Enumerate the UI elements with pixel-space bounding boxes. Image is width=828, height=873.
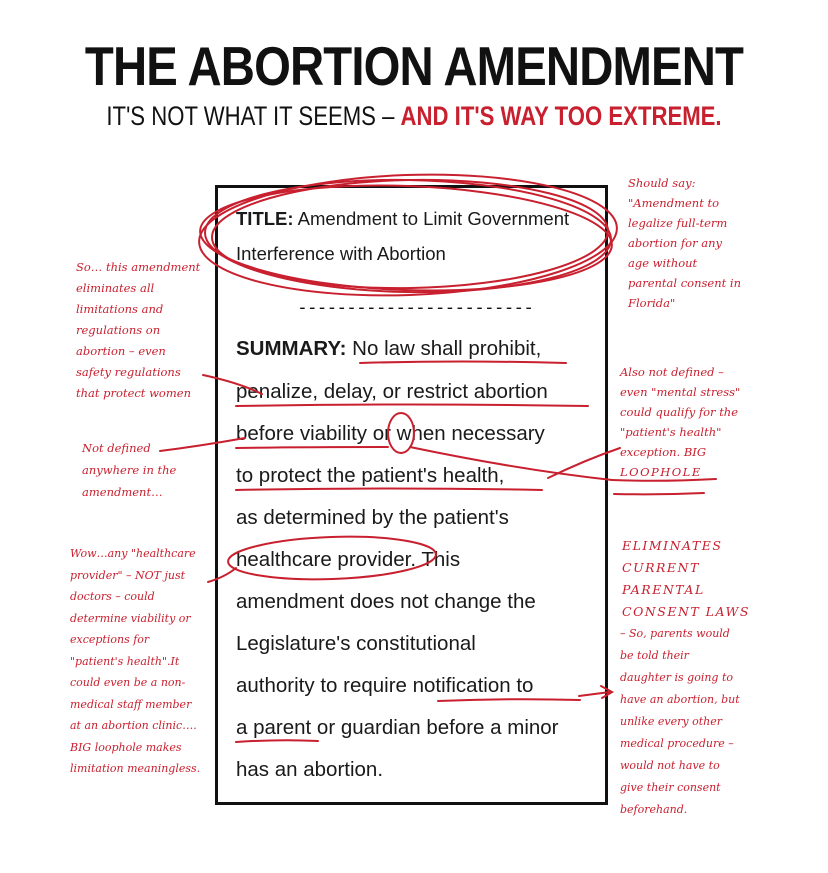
note-line: limitations and — [76, 302, 164, 316]
note-line: – So, parents would — [620, 627, 730, 640]
ballot-summary-box — [215, 185, 608, 805]
note-line: ELIMINATES — [622, 538, 723, 553]
loophole-underline — [614, 493, 704, 494]
note-line: provider" – NOT just — [70, 568, 186, 582]
summary-line-1 — [236, 337, 541, 361]
page-subtitle — [75, 100, 754, 132]
ballot-title-line-1 — [236, 208, 569, 230]
note-line: have an abortion, but — [620, 693, 740, 706]
note-line: abortion – even — [76, 344, 166, 358]
note-line: legalize full-term — [628, 216, 728, 230]
note-line: exception. BIG — [620, 445, 707, 459]
note-line: abortion for any — [628, 236, 723, 250]
annotation-should-say — [628, 173, 741, 313]
note-line: medical procedure – — [620, 737, 734, 750]
summary-line-7: amendment does not change the — [236, 590, 536, 613]
note-line: safety regulations — [76, 365, 181, 379]
note-line: eliminates all — [76, 281, 155, 295]
note-line: medical staff member — [70, 697, 192, 711]
note-line: regulations on — [76, 323, 161, 337]
note-line: PARENTAL — [622, 582, 705, 597]
note-line: could qualify for the — [620, 405, 739, 419]
title-label: TITLE: — [236, 208, 294, 229]
summary-line-9: authority to require notification to — [236, 674, 534, 697]
note-line: parental consent in — [628, 276, 741, 290]
page-title: THE ABORTION AMENDMENT — [84, 35, 744, 97]
note-line: Not defined — [82, 441, 151, 455]
note-line: doctors – could — [70, 590, 155, 603]
note-line: even "mental stress" — [620, 385, 741, 399]
note-line: Wow…any "healthcare — [70, 547, 196, 560]
note-line: amendment… — [82, 485, 163, 499]
note-line: Also not defined – — [620, 365, 724, 379]
note-line: "patient's health" — [620, 425, 722, 439]
note-line: at an abortion clinic…. — [70, 719, 197, 732]
note-line: So… this amendment — [76, 260, 201, 274]
summary-line-11: has an abortion. — [236, 758, 384, 781]
note-line: determine viability or — [70, 611, 191, 625]
annotation-also-not-defined — [620, 362, 740, 482]
note-line: give their consent — [620, 781, 721, 794]
annotation-eliminates-consent-text — [620, 623, 740, 821]
summary-line-10: a parent or guardian before a minor — [236, 716, 559, 739]
summary-text-1: No law shall prohibit, — [352, 337, 542, 360]
annotation-not-defined — [82, 437, 176, 503]
note-line: Should say: — [628, 176, 696, 190]
note-line: CONSENT LAWS — [622, 604, 750, 619]
note-line: daughter is going to — [620, 671, 734, 684]
note-line: limitation meaningless. — [70, 762, 201, 775]
note-line: BIG loophole makes — [70, 740, 182, 754]
annotation-eliminates-consent-heading — [622, 535, 750, 623]
summary-line-5: as determined by the patient's — [236, 506, 509, 529]
summary-line-2: penalize, delay, or restrict abortion — [236, 380, 548, 403]
note-line: CURRENT — [622, 560, 700, 575]
note-line: LOOPHOLE — [620, 465, 702, 479]
summary-line-6: healthcare provider. This — [236, 548, 461, 571]
annotation-healthcare-provider — [70, 543, 200, 780]
title-text-1: Amendment to Limit Government — [297, 208, 570, 229]
note-line: Florida" — [628, 296, 676, 310]
note-line: would not have to — [620, 759, 720, 772]
divider: ------------------------ — [297, 297, 534, 318]
note-line: that protect women — [76, 386, 191, 400]
summary-label: SUMMARY: — [236, 337, 347, 360]
note-line: exceptions for — [70, 633, 150, 646]
summary-line-8: Legislature's constitutional — [236, 632, 476, 655]
note-line: beforehand. — [620, 803, 688, 816]
note-line: anywhere in the — [82, 463, 177, 477]
subtitle-plain: IT'S NOT WHAT IT SEEMS – — [106, 101, 401, 131]
summary-line-4: to protect the patient's health, — [236, 464, 505, 487]
note-line: be told their — [620, 649, 689, 662]
note-line: "patient's health".It — [70, 654, 180, 668]
subtitle-accent: AND IT'S WAY TOO EXTREME. — [400, 101, 722, 131]
annotation-eliminates-limits — [76, 257, 200, 404]
note-line: age without — [628, 256, 698, 270]
note-line: could even be a non- — [70, 676, 186, 689]
note-line: "Amendment to — [628, 196, 720, 210]
ballot-title-line-2: Interference with Abortion — [236, 243, 446, 264]
note-line: unlike every other — [620, 715, 722, 728]
summary-line-3: before viability or when necessary — [236, 422, 545, 445]
